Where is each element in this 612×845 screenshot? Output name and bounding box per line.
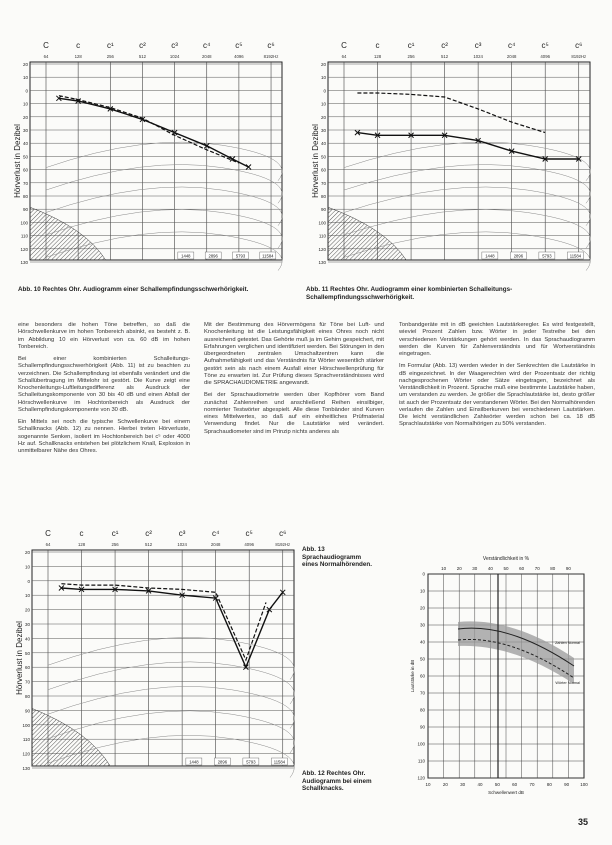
note-label: c⁶	[267, 41, 275, 50]
audiogram-abb12	[15, 520, 294, 788]
top-tick: 70	[534, 566, 540, 571]
db-tick-label: 90	[320, 207, 326, 213]
loudness-curve	[46, 187, 282, 226]
note-label: c¹	[106, 41, 114, 50]
note-label: c³	[178, 529, 186, 538]
note-label: C	[341, 41, 347, 50]
loudness-curve	[46, 142, 282, 181]
db-tick-label: 40	[22, 141, 28, 147]
freq-label: 128	[77, 542, 86, 547]
note-label: c⁵	[245, 529, 253, 538]
db-tick-label: 70	[22, 180, 28, 186]
db-tick-label: 130	[20, 260, 28, 265]
freq-label: 128	[373, 54, 382, 59]
paragraph: eine besonders die hohen Töne betreffen, so daß die Hörschwellenkurve im hohen Tonbereich absinkt, es besteht z. B. im Abbildung 10 ein Hörverlust von ca. 60 dB im hohen Tonbereich.	[18, 322, 190, 350]
freq-label: 1024	[473, 54, 483, 59]
db-tick-label: 90	[22, 207, 28, 213]
db-tick-label: 0	[27, 578, 30, 584]
db-tick-label: 50	[24, 650, 30, 656]
top-tick: 60	[519, 566, 525, 571]
note-label: c⁶	[279, 529, 287, 538]
note-label: c²	[145, 529, 152, 538]
db-tick-label: 10	[22, 101, 28, 107]
db-tick-label: 130	[22, 766, 30, 771]
db-tick-label: 120	[22, 751, 30, 757]
loudness-curve	[48, 686, 294, 728]
hatched-area	[328, 207, 406, 260]
bottom-label: 1448	[181, 253, 191, 259]
text-column-1	[18, 322, 190, 460]
freq-label: 8192Hz	[263, 54, 279, 59]
paragraph: Mit der Bestimmung des Hörvermögens für Töne bei Luft- und Knochenleitung ist die Leistungsfähigkeit eines Ohres noch nicht ausreichend getestet. Das Gehörte muß ja im Gehirn gespeichert, mit Erfahrungen verglichen und identifiziert werden. Bei Störungen in den übergeordneten zentralen Umschaltzentren kann die Aufnahmefähigkeit und das Verständnis für Wörter wesentlich stärker gestört sein als nach einem Ausfall einer Hörschwellenprüfung für Töne zu erwarten ist. Zur Prüfung dieses Sprachverständnisses wird die SPRACHAUDIOMETRIE angewandt.	[204, 322, 384, 386]
left-tick: 0	[422, 571, 425, 577]
freq-label: 512	[138, 54, 147, 59]
freq-label: 64	[43, 54, 49, 59]
db-tick-label: 10	[22, 75, 28, 81]
hatched-area	[32, 708, 110, 766]
air-conduction-curve	[59, 98, 249, 167]
bottom-label: 5793	[246, 759, 256, 765]
db-tick-label: 100	[318, 220, 326, 226]
left-tick: 70	[419, 690, 425, 696]
speech-title: Verständlichkeit in %	[482, 556, 530, 562]
note-label: c⁴	[211, 529, 220, 538]
speech-audiogram-abb13	[394, 546, 594, 802]
db-tick-label: 20	[320, 62, 326, 67]
bottom-tick: 80	[546, 782, 552, 787]
audiogram-abb11	[311, 32, 590, 282]
note-label: c⁵	[235, 41, 243, 50]
db-tick-label: 80	[24, 694, 30, 699]
right-label: Wörter Normal	[555, 681, 580, 685]
left-tick: 50	[419, 656, 425, 662]
figure-caption-abb12: Abb. 12 Rechtes Ohr. Audiogramm bei einem Schallknacks.	[302, 770, 372, 792]
top-tick: 90	[565, 566, 571, 571]
db-tick-label: 70	[320, 180, 326, 186]
bottom-tick: 100	[580, 782, 588, 787]
freq-label: 512	[145, 542, 153, 547]
left-tick: 80	[419, 707, 425, 713]
freq-label: 2048	[506, 54, 517, 59]
left-tick: 100	[417, 741, 425, 747]
db-tick-label: 60	[24, 665, 30, 671]
speech-ylabel: Lautstärke in dB	[410, 659, 415, 693]
freq-label: 1024	[177, 542, 187, 547]
left-tick: 90	[419, 724, 425, 730]
db-tick-label: 20	[24, 550, 30, 555]
note-label: c²	[139, 41, 146, 50]
left-tick: 30	[419, 622, 425, 628]
freq-label: 512	[441, 54, 449, 59]
db-tick-label: 110	[318, 233, 326, 239]
note-label: c⁶	[575, 41, 583, 50]
freq-label: 4096	[244, 542, 254, 547]
bottom-tick: 90	[564, 782, 570, 787]
db-tick-label: 20	[320, 114, 326, 120]
db-tick-label: 120	[20, 246, 28, 252]
db-tick-label: 120	[318, 246, 326, 252]
bottom-label: 5793	[542, 253, 552, 259]
bottom-label: 1448	[485, 253, 495, 259]
note-label: c²	[441, 41, 448, 50]
db-tick-label: 30	[22, 128, 28, 133]
bottom-tick: 20	[442, 782, 448, 787]
bottom-label: 11584	[569, 253, 582, 259]
note-label: c³	[171, 41, 178, 50]
db-tick-label: 10	[320, 101, 326, 107]
note-label: c	[76, 41, 81, 50]
left-tick: 110	[417, 758, 425, 764]
bottom-label: 11584	[273, 759, 286, 765]
paragraph: Tonbandgeräte mit in dB geeichten Lautstärkeregler. Es wird festgestellt, wieviel Prozent Zahlen bzw. Wörter in jeder Testreihe bei den verschiedenen Verstärkungen gehört werden. In das Sprachaudiogramm werden die Kurven für Zahlenverständnis und für Wortverständnis eingetragen.	[399, 322, 595, 357]
db-tick-label: 10	[24, 564, 30, 570]
bottom-tick: 50	[494, 782, 500, 787]
left-tick: 120	[417, 775, 425, 781]
bone-conduction-curve	[357, 93, 545, 133]
bottom-label: 2896	[217, 759, 228, 765]
figure-caption-abb11: Abb. 11 Rechtes Ohr. Audiogramm einer kombinierten Schalleitungs-Schallempfindungsschwerhörigkeit.	[306, 286, 513, 301]
db-tick-label: 40	[320, 141, 326, 147]
note-label: c⁵	[541, 41, 549, 50]
bottom-label: 1448	[189, 759, 199, 765]
left-tick: 10	[419, 588, 425, 594]
note-label: c⁴	[507, 41, 516, 50]
paragraph: Im Formular (Abb. 13) werden wieder in der Senkrechten die Lautstärke in dB eingezeichnet. In der Waagerechten wird der Prozentsatz der richtig nachgesprochenen Wörter oder Sätze eingetragen, bezeichnet als Verständlichkeit in Prozent. Sprache muß eine bestimmte Lautstärke haben, um verstanden zu werden. Je größer die Sprachlautstärke ist, desto größer ist auch der Prozentsatz der verstandenen Wörter. Bei den Normalhörenden verlaufen die Zahlen und Einsilberkurven bei verschiedenen Lautstärken. Die leicht verständlichen Zahlwörter werden schon bei ca. 18 dB Sprachlautstärke von Normalhörigen zu 50% verstanden.	[399, 363, 595, 428]
left-tick: 20	[419, 605, 425, 611]
bottom-tick: 30	[460, 782, 466, 787]
db-tick-label: 80	[320, 194, 326, 199]
loudness-curve	[48, 637, 294, 679]
bone-conduction-curve	[59, 96, 239, 163]
db-tick-label: 20	[22, 62, 28, 67]
note-label: c	[79, 529, 84, 538]
note-label: c⁴	[203, 41, 211, 50]
bottom-tick: 10	[425, 782, 431, 787]
loudness-curve	[344, 187, 590, 226]
note-label: c¹	[407, 41, 415, 50]
page-number: 35	[578, 817, 589, 827]
note-label: c	[375, 41, 380, 50]
bottom-label: 5793	[235, 253, 246, 259]
db-tick-label: 70	[24, 679, 30, 685]
bottom-label: 2896	[513, 253, 524, 259]
freq-label: 128	[74, 54, 82, 59]
freq-label: 8192Hz	[571, 54, 587, 59]
top-tick: 30	[472, 566, 478, 571]
db-tick-label: 20	[24, 607, 30, 613]
paragraph: Bei einer kombinierten Schalleitungs-Schallempfindungsschwerhörigkeit (Abb. 11) ist zu beachten zu verzeichnen. Die Schallempfindung ist ebenfalls verändert und die Schallübertragung im Mittelohr ist gestört. Die Kurve zeigt eine Knochenleitungs-Luftleitungsdifferenz als Ausdruck der Schalleitungskomponente von 30 bis 40 dB und einen Abfall der Hörschwellenkurve im Hochtonbereich als Ausdruck der Schallempfindungskomponente von 30 dB.	[18, 356, 190, 413]
yaxis-label: Hörverlust in Dezibel	[311, 124, 320, 198]
db-tick-label: 110	[20, 233, 28, 239]
bottom-tick: 60	[512, 782, 518, 787]
air-marker	[246, 164, 251, 169]
freq-label: 2048	[210, 542, 221, 547]
top-tick: 10	[441, 566, 447, 571]
db-tick-label: 20	[22, 114, 28, 120]
audiogram-abb10	[13, 32, 282, 282]
note-label: c¹	[111, 529, 119, 538]
top-tick: 80	[550, 566, 556, 571]
text-column-3	[399, 322, 595, 434]
note-label: C	[43, 41, 49, 50]
db-tick-label: 60	[320, 167, 326, 173]
loudness-curve	[344, 165, 590, 204]
freq-label: 64	[45, 542, 51, 547]
db-tick-label: 30	[24, 622, 30, 627]
freq-label: 4096	[234, 54, 244, 59]
freq-label: 64	[341, 54, 347, 59]
bottom-tick: 70	[529, 782, 535, 787]
db-tick-label: 10	[24, 593, 30, 599]
db-tick-label: 30	[320, 128, 326, 133]
speech-normal-band	[458, 621, 574, 684]
db-tick-label: 0	[25, 88, 28, 94]
top-tick: 50	[503, 566, 509, 571]
bottom-tick: 40	[477, 782, 483, 787]
db-tick-label: 130	[318, 260, 326, 265]
db-tick-label: 110	[22, 737, 30, 743]
top-tick: 40	[487, 566, 493, 571]
db-tick-label: 50	[320, 154, 326, 160]
db-tick-label: 100	[20, 220, 28, 226]
freq-label: 8192Hz	[275, 542, 291, 547]
yaxis-label: Hörverlust in Dezibel	[13, 124, 22, 198]
freq-label: 256	[407, 54, 415, 59]
paragraph: Bei der Sprachaudiometrie werden über Kopfhörer vom Band zunächst Zahlenreihen und anschließend Reihen einsilbiger, normierter Testwörter abgespielt. Alle diese Tonbänder sind Kurven eines Mittelwertes, so daß auf ein einheitliches Prüfmaterial Verwendung findet. Nur die Lautstärke wird verändert. Sprachaudiometer sind im Prinzip nichts anderes als	[204, 392, 384, 435]
db-tick-label: 0	[323, 88, 326, 94]
right-label: Zahlen Normal	[555, 641, 580, 645]
yaxis-label: Hörverlust in Dezibel	[15, 621, 24, 695]
top-tick: 20	[456, 566, 462, 571]
bottom-label: 11584	[262, 253, 274, 259]
left-tick: 60	[419, 673, 425, 679]
db-tick-label: 40	[24, 636, 30, 642]
db-tick-label: 80	[22, 194, 28, 199]
text-column-2	[204, 322, 384, 441]
hatched-area	[30, 207, 106, 260]
note-label: c³	[474, 41, 482, 50]
freq-label: 2048	[201, 54, 212, 59]
paragraph: Ein Mittels sei noch die typische Schwellenkurve bei einem Schallknacks (Abb. 12) zu nennen. Hierbei treten Hörverluste, sogenannte Senken, isoliert im Hochtonbereich bei c⁵ oder 4000 Hz auf. Schallknacks entstehen bei plötzlichem Knall, Explosion in unmittelbarer Nähe des Ohres.	[18, 419, 190, 454]
loudness-curve	[48, 662, 294, 704]
left-tick: 40	[419, 639, 425, 645]
freq-label: 1024	[169, 54, 180, 59]
freq-label: 256	[111, 542, 119, 547]
db-tick-label: 60	[22, 167, 28, 173]
db-tick-label: 90	[24, 708, 30, 714]
bottom-label: 2896	[208, 253, 218, 259]
db-tick-label: 10	[320, 75, 326, 81]
freq-label: 256	[106, 54, 114, 59]
speech-xlabel: Schwellenwert dB	[488, 790, 524, 795]
db-tick-label: 50	[22, 154, 28, 160]
loudness-curve	[344, 142, 590, 181]
db-tick-label: 100	[22, 722, 30, 728]
figure-caption-abb10: Abb. 10 Rechtes Ohr. Audiogramm einer Schallempfindungsschwerhörigkeit.	[18, 286, 249, 293]
figure-caption-abb13: Abb. 13 Sprachaudiogramm eines Normalhörenden.	[302, 546, 372, 568]
freq-label: 4096	[540, 54, 550, 59]
note-label: C	[45, 529, 51, 538]
loudness-curve	[46, 165, 282, 204]
